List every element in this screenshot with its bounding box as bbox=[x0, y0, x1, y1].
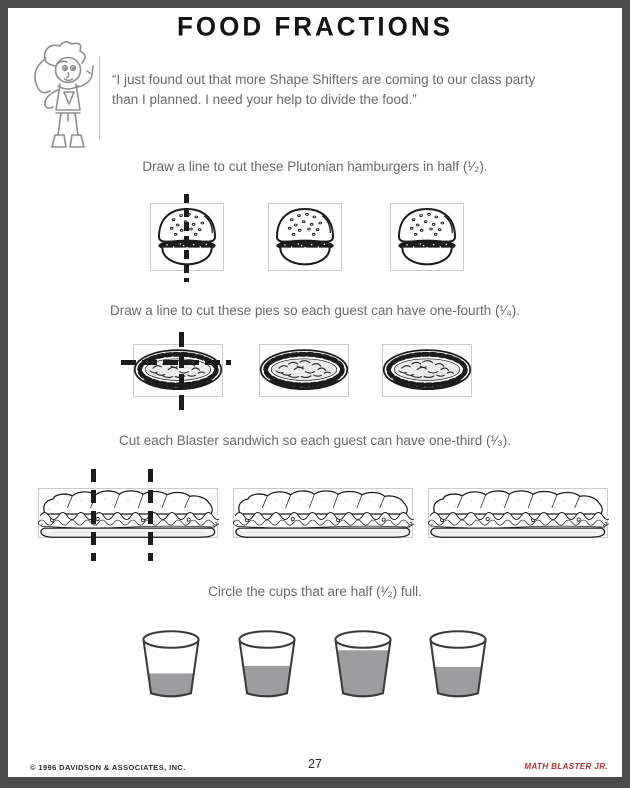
cut-line-pie-horizontal bbox=[121, 360, 231, 365]
instruction-pies: Draw a line to cut these pies so each guest can have one-fourth (¹⁄₄). bbox=[110, 303, 520, 318]
cut-line-hamburger-half bbox=[184, 194, 189, 282]
footer-copyright: © 1996 DAVIDSON & ASSOCIATES, INC. bbox=[30, 763, 186, 772]
sandwich-illustration bbox=[427, 484, 609, 542]
hamburger-illustration bbox=[271, 205, 339, 269]
hamburger-box-3[interactable] bbox=[390, 203, 464, 271]
pie-illustration bbox=[258, 343, 350, 399]
pie-box-2[interactable] bbox=[259, 344, 349, 397]
cup-water bbox=[243, 666, 291, 697]
sandwich-illustration bbox=[232, 484, 414, 542]
intro-divider-line bbox=[99, 56, 100, 140]
cup-illustration-3[interactable] bbox=[332, 626, 394, 704]
pie-illustration bbox=[381, 343, 473, 399]
pie-illustration bbox=[132, 343, 224, 399]
mascot-illustration bbox=[22, 40, 108, 164]
page-title: FOOD FRACTIONS bbox=[177, 10, 453, 42]
cup-illustration-4[interactable] bbox=[427, 626, 489, 704]
hamburger-illustration bbox=[393, 205, 461, 269]
instruction-sandwiches: Cut each Blaster sandwich so each guest can have one-third (¹⁄₃). bbox=[119, 433, 511, 448]
page-number: 27 bbox=[308, 757, 322, 771]
cup-illustration-2[interactable] bbox=[236, 626, 298, 704]
cut-line-sandwich-1 bbox=[91, 469, 97, 561]
sandwich-box-1[interactable] bbox=[38, 488, 218, 538]
pie-box-1[interactable] bbox=[133, 344, 223, 397]
sandwich-box-3[interactable] bbox=[428, 488, 608, 538]
cup-water bbox=[148, 673, 194, 696]
footer-brand: MATH BLASTER JR. bbox=[524, 762, 608, 771]
sandwich-illustration bbox=[37, 484, 219, 542]
cup-illustration-1[interactable] bbox=[140, 626, 202, 704]
sandwich-box-2[interactable] bbox=[233, 488, 413, 538]
hamburger-box-2[interactable] bbox=[268, 203, 342, 271]
pie-box-3[interactable] bbox=[382, 344, 472, 397]
cut-line-pie-vertical bbox=[179, 332, 184, 415]
cup-water bbox=[434, 667, 481, 696]
instruction-hamburgers: Draw a line to cut these Plutonian hamburgers in half (¹⁄₂). bbox=[142, 159, 488, 174]
cut-line-sandwich-2 bbox=[148, 469, 154, 561]
intro-quote: “I just found out that more Shape Shifters are coming to our class party than I planned. I need your help to divide the food.” bbox=[112, 72, 536, 108]
cup-water bbox=[337, 650, 389, 696]
instruction-cups: Circle the cups that are half (¹⁄₂) full. bbox=[208, 584, 422, 599]
